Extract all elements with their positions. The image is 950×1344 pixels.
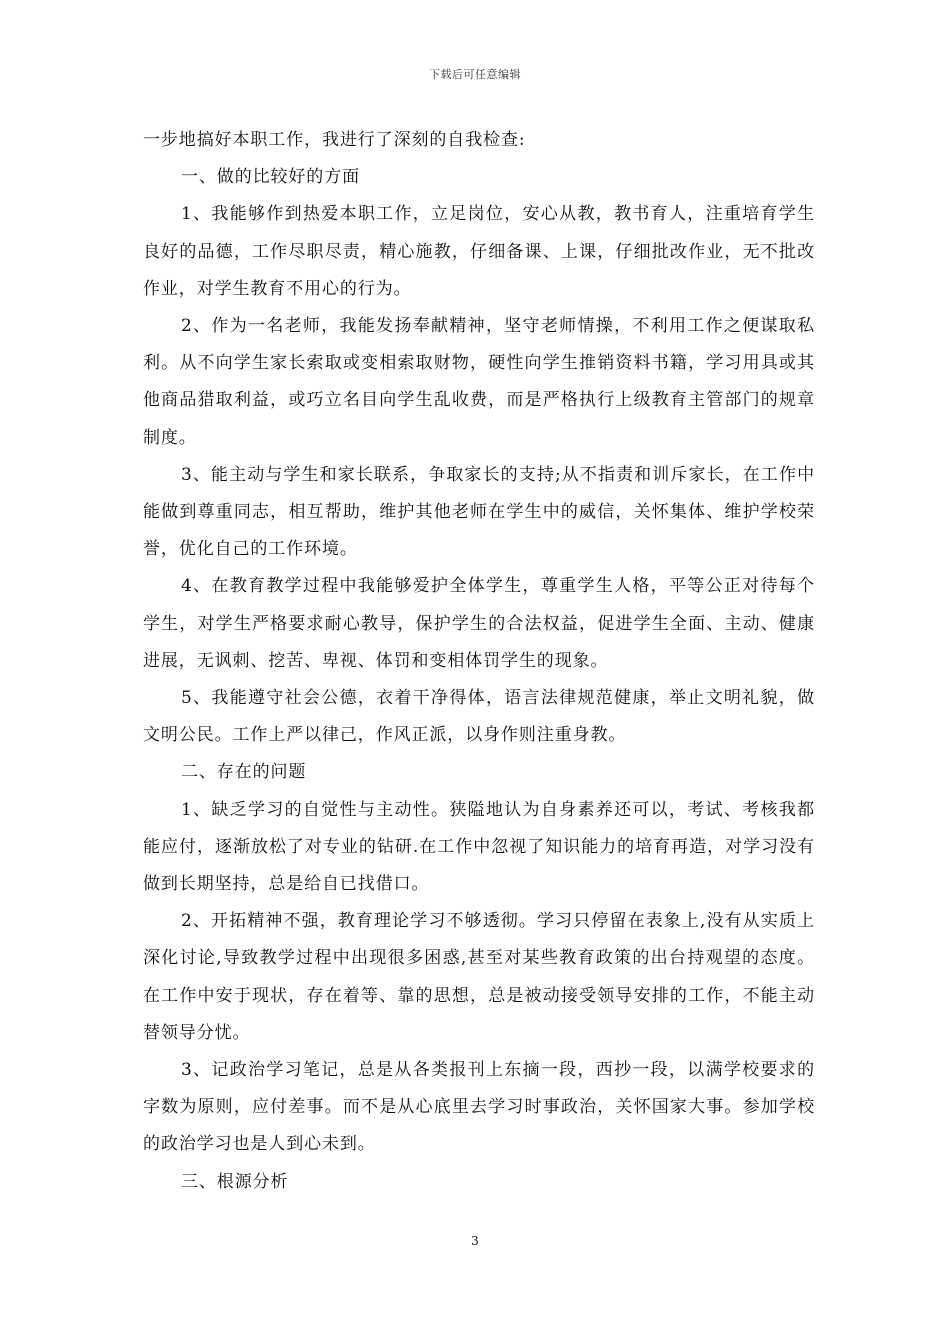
- paragraph-strength-5: 5、我能遵守社会公德，衣着干净得体，语言法律规范健康，举止文明礼貌，做文明公民。工作上严以律己，作风正派，以身作则注重身教。: [143, 688, 815, 746]
- page-number: 3: [471, 1234, 479, 1248]
- section-heading-problems: 二、存在的问题: [181, 762, 307, 783]
- header-note: 下载后可任意编辑: [429, 68, 521, 81]
- paragraph-problem-1: 1、缺乏学习的自觉性与主动性。狭隘地认为自身素养还可以，考试、考核我都能应付，逐渐放松了对专业的钻研.在工作中忽视了知识能力的培育再造，对学习没有做到长期坚持，总是给自已找借口。: [143, 799, 815, 895]
- paragraph-continuation: 一步地搞好本职工作，我进行了深刻的自我检查:: [143, 130, 526, 150]
- section-heading-strengths: 一、做的比较好的方面: [181, 167, 360, 188]
- paragraph-strength-4: 4、在教育教学过程中我能够爱护全体学生，尊重学生人格，平等公正对待每个学生，对学生严格要求耐心教导，保护学生的合法权益，促进学生全面、主动、健康进展，无讽刺、挖苦、卑视、体罚和变相体罚学生的现象。: [143, 576, 815, 671]
- paragraph-strength-3: 3、能主动与学生和家长联系，争取家长的支持;从不指责和训斥家长，在工作中能做到尊重同志，相互帮助，维护其他老师在学生中的威信，关怀集体、维护学校荣誉，优化自己的工作环境。: [143, 464, 815, 560]
- section-heading-root-cause: 三、根源分析: [181, 1171, 289, 1192]
- paragraph-strength-2: 2、作为一名老师，我能发扬奉献精神，坚守老师情操，不利用工作之便谋取私利。从不向学生家长索取或变相索取财物，硬性向学生推销资料书籍，学习用具或其他商品猎取利益，或巧立名目向学生乱收费，而是严格执行上级教育主管部门的规章制度。: [143, 316, 815, 448]
- document-body: [143, 122, 815, 1201]
- paragraph-problem-3: 3、记政治学习笔记，总是从各类报刊上东摘一段，西抄一段，以满学校要求的字数为原则，应付差事。而不是从心底里去学习时事政治，关怀国家大事。参加学校的政治学习也是人到心未到。: [143, 1060, 815, 1155]
- paragraph-problem-2: 2、开拓精神不强，教育理论学习不够透彻。学习只停留在表象上,没有从实质上深化讨论,导致教学过程中出现很多困惑,甚至对某些教育政策的出台持观望的态度。在工作中安于现状，存在着等、靠的思想，总是被动接受领导安排的工作，不能主动替领导分忧。: [143, 911, 815, 1043]
- paragraph-strength-1: 1、我能够作到热爱本职工作，立足岗位，安心从教，教书育人，注重培育学生良好的品德，工作尽职尽责，精心施教，仔细备课、上课，仔细批改作业，无不批改作业，对学生教育不用心的行为。: [143, 204, 815, 299]
